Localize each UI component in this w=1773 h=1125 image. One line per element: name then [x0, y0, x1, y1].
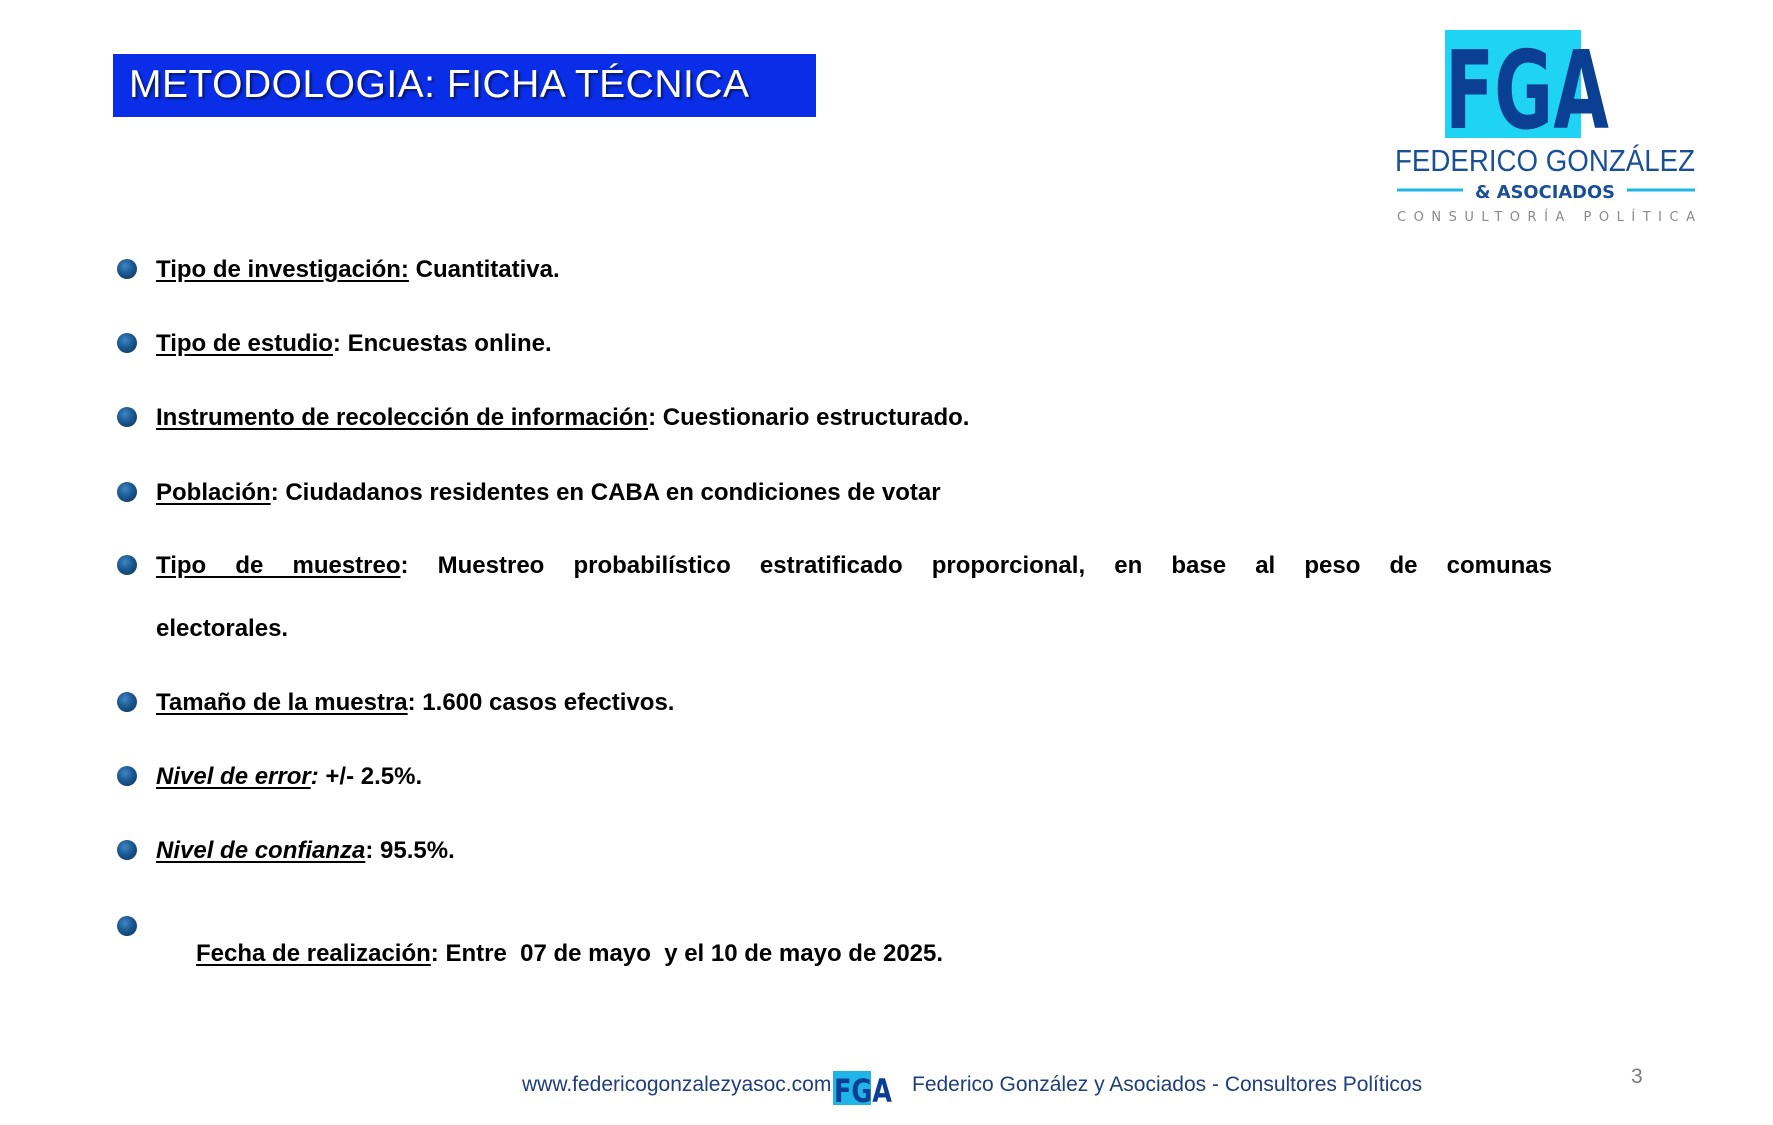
item-value: : 1.600 casos efectivos.: [407, 689, 675, 716]
item-value: : Muestreo probabilístico estratificado proporcional, en base al peso de comunas: [400, 552, 1552, 579]
item-value: : 95.5%.: [365, 837, 455, 864]
item-value: +/- 2.5%.: [318, 763, 423, 790]
logo-letters: FGA: [1445, 29, 1610, 154]
item-label: Tamaño de la muestra: [156, 689, 408, 716]
item-label: Nivel de error: [156, 763, 311, 790]
bullet-icon: [117, 766, 137, 786]
footer-fga-logo: [833, 1071, 895, 1110]
bullet-icon: [117, 692, 137, 712]
item-label: Instrumento de recolección de información: [156, 404, 649, 431]
logo-name: FEDERICO GONZÁLEZ: [1395, 143, 1695, 178]
item-continuation: electorales.: [156, 615, 289, 642]
item-label: Población: [156, 479, 271, 506]
footer-logo-letters: FGA: [834, 1072, 893, 1110]
bullet-icon: [117, 407, 137, 427]
item-value: : Encuestas online.: [332, 330, 552, 357]
item-first-line: [156, 552, 1552, 579]
item-label: Fecha de realización: [196, 940, 431, 967]
bullet-icon: [117, 840, 137, 860]
footer-website-link[interactable]: www.federicogonzalezyasoc.com: [522, 1073, 832, 1096]
item-label: Tipo de investigación:: [156, 256, 409, 283]
page-number: 3: [1631, 1065, 1643, 1088]
item-value: : Ciudadanos residentes en CABA en condiciones de votar: [270, 479, 941, 506]
item-value: Cuantitativa.: [408, 256, 560, 283]
bullet-icon: [117, 259, 137, 279]
item-label: Nivel de confianza: [156, 837, 366, 864]
item-value: : Entre 07 de mayo y el 10 de mayo de 2025.: [430, 940, 944, 967]
bullet-icon: [117, 555, 137, 575]
logo-sub: & ASOCIADOS: [1475, 182, 1615, 203]
item-colon: :: [310, 763, 319, 790]
bullet-icon: [117, 333, 137, 353]
item-label: Tipo de muestreo: [156, 552, 401, 579]
logo-tagline: CONSULTORÍA POLÍTICA: [1397, 210, 1695, 225]
footer-company: Federico González y Asociados - Consultores Políticos: [912, 1073, 1423, 1096]
bullet-icon: [117, 916, 137, 936]
page-title: METODOLOGIA: FICHA TÉCNICA: [129, 63, 750, 106]
bullet-icon: [117, 482, 137, 502]
item-label: Tipo de estudio: [156, 330, 333, 357]
item-value: : Cuestionario estructurado.: [648, 404, 970, 431]
